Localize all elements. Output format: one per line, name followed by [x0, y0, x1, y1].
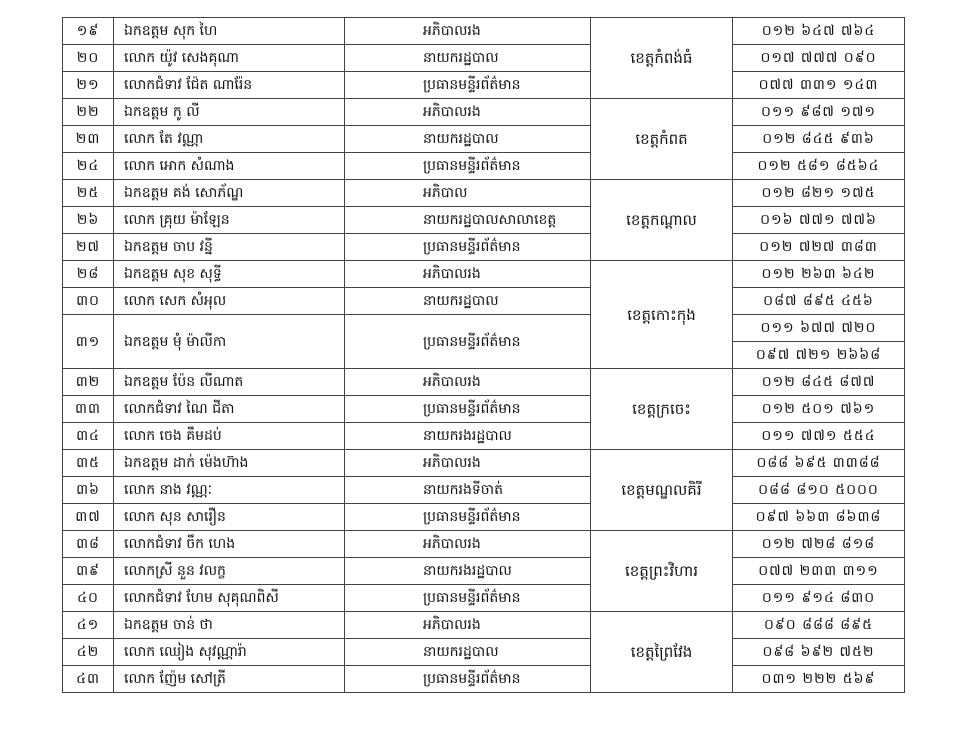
row-number: ៤១ — [63, 612, 114, 639]
table-row — [63, 207, 905, 234]
table-row — [63, 450, 905, 477]
person-name: លោក ចេង គឹមដប់ — [114, 423, 345, 450]
table-row — [63, 234, 905, 261]
phone-number — [733, 180, 905, 207]
contacts-table — [62, 17, 905, 693]
phone-line: ០១១ ៦៧៧ ៧២០ — [760, 320, 877, 336]
phone-line: ០១២ ៧២៧ ៣៨៣ — [759, 239, 878, 255]
table-row — [63, 585, 905, 612]
person-name: លោក នាង វណ្ណៈ — [114, 477, 345, 504]
person-position: អភិបាលរង — [345, 99, 591, 126]
person-position: នាយករដ្ឋបាល — [345, 45, 591, 72]
table-row — [63, 369, 905, 396]
phone-number — [733, 477, 905, 504]
phone-number — [733, 126, 905, 153]
row-number: ២៥ — [63, 180, 114, 207]
row-number: ៤២ — [63, 639, 114, 666]
person-position: អភិបាលរង — [345, 261, 591, 288]
phone-line: ០៧៧ ៣៣១ ១៤៣ — [758, 77, 879, 93]
row-number: ១៩ — [63, 18, 114, 45]
person-name: ឯកឧត្តម កូ លី — [114, 99, 345, 126]
person-name: ឯកឧត្តម សុខ សុទ្ធី — [114, 261, 345, 288]
row-number: ២២ — [63, 99, 114, 126]
phone-line: ០១២ ៨២១ ១៧៥ — [761, 185, 876, 201]
row-number: ៣១ — [63, 315, 114, 369]
person-position: អភិបាល — [345, 180, 591, 207]
row-number: ៣៨ — [63, 531, 114, 558]
phone-number — [733, 18, 905, 45]
phone-line: ០៨៧ ៨៩៥ ៤៥៦ — [763, 293, 874, 309]
person-position: ប្រធានមន្ទីរព័ត៌មាន — [345, 666, 591, 693]
row-number: ៤០ — [63, 585, 114, 612]
person-position: នាយករដ្ឋបាល — [345, 639, 591, 666]
row-number: ២៤ — [63, 153, 114, 180]
table-row — [63, 423, 905, 450]
phone-number — [733, 315, 905, 342]
person-position: នាយករងរដ្ឋបាល — [345, 423, 591, 450]
phone-line: ០៣១ ២២២ ៥៦៩ — [761, 671, 876, 687]
table-row — [63, 72, 905, 99]
phone-number — [733, 72, 905, 99]
person-name: ឯកឧត្តម មុំ ម៉ាលីកា — [114, 315, 345, 369]
table-row — [63, 99, 905, 126]
person-name: លោក ញ៉ែម សៅត្រី — [114, 666, 345, 693]
person-name: ឯកឧត្តម ចាន់ ថា — [114, 612, 345, 639]
contacts-table-body — [63, 18, 905, 693]
row-number: ៣៥ — [63, 450, 114, 477]
person-position: នាយករដ្ឋបាល — [345, 126, 591, 153]
person-name: លោកជំទាវ ណៃ ជីតា — [114, 396, 345, 423]
person-position: ប្រធានមន្ទីរព័ត៌មាន — [345, 234, 591, 261]
person-position: អភិបាលរង — [345, 531, 591, 558]
table-row — [63, 612, 905, 639]
person-name: លោក សុន សារឿន — [114, 504, 345, 531]
person-name: ឯកឧត្តម ប៉ែន លីណាត — [114, 369, 345, 396]
phone-line: ០១៦ ៧៧១ ៧៧៦ — [760, 212, 877, 228]
table-row — [63, 558, 905, 585]
row-number: ៣៩ — [63, 558, 114, 585]
person-position: នាយករងទីចាត់ — [345, 477, 591, 504]
table-row — [63, 45, 905, 72]
person-name: លោកជំទាវ ហែម សុគុណពិសី — [114, 585, 345, 612]
phone-line: ០១២ ៧២៨ ៨១៨ — [761, 536, 876, 552]
phone-number — [733, 288, 905, 315]
phone-line: ០៨៨ ៦៩៥ ៣៣៨៨ — [756, 455, 881, 471]
phone-line: ០១២ ៦៤៧ ៧៦៤ — [761, 23, 876, 39]
table-row — [63, 126, 905, 153]
table-row — [63, 666, 905, 693]
person-position: នាយករដ្ឋបាល — [345, 288, 591, 315]
person-position: ប្រធានមន្ទីរព័ត៌មាន — [345, 504, 591, 531]
person-position: នាយករដ្ឋបាលសាលាខេត្ត — [345, 207, 591, 234]
row-number: ៤៣ — [63, 666, 114, 693]
row-number: ៣៦ — [63, 477, 114, 504]
phone-number — [733, 207, 905, 234]
province-name: ខេត្តព្រះវិហារ — [591, 531, 733, 612]
person-position: ប្រធានមន្ទីរព័ត៌មាន — [345, 153, 591, 180]
person-name: ឯកឧត្តម ចាប វន្នី — [114, 234, 345, 261]
phone-line: ០១១ ៩៨៧ ១៧១ — [761, 104, 876, 120]
person-position: ប្រធានមន្ទីរព័ត៌មាន — [345, 585, 591, 612]
person-name: លោក ឈៀង សុវណ្ណារ៉ា — [114, 639, 345, 666]
row-number: ៣២ — [63, 369, 114, 396]
table-row — [63, 504, 905, 531]
phone-number — [733, 342, 905, 369]
phone-line: ០១២ ៨៤៥ ៨៧៧ — [761, 374, 876, 390]
table-row — [63, 261, 905, 288]
row-number: ២០ — [63, 45, 114, 72]
person-position: នាយករងរដ្ឋបាល — [345, 558, 591, 585]
phone-line: ០៩៧ ៧២១ ២៦៦៨ — [755, 347, 882, 363]
phone-number — [733, 639, 905, 666]
person-position: អភិបាលរង — [345, 369, 591, 396]
phone-number — [733, 99, 905, 126]
phone-line: ០១១ ៩១៤ ៨៣០ — [761, 590, 876, 606]
phone-number — [733, 585, 905, 612]
phone-line: ០៩៧ ៦៦៣ ៨៦៣៨ — [755, 509, 882, 525]
phone-line: ០១២ ៥៨១ ៨៥៦៤ — [757, 158, 880, 174]
phone-line: ០៨៨ ៨១០ ៥០០០ — [758, 482, 879, 498]
row-number: ៣៤ — [63, 423, 114, 450]
row-number: ២៦ — [63, 207, 114, 234]
person-name: លោក អោក សំណាង — [114, 153, 345, 180]
person-name: ឯកឧត្តម សុក ហៃ — [114, 18, 345, 45]
phone-number — [733, 612, 905, 639]
person-name: លោកជំទាវ ចឹក ហេង — [114, 531, 345, 558]
person-name: ឯកឧត្តម ដាក់ ម៉េងហ៊ាង — [114, 450, 345, 477]
table-row — [63, 639, 905, 666]
phone-line: ០៩០ ៨៨៨ ៨៩៥ — [763, 617, 874, 633]
person-name: លោកស្រី នួន វលក្ខ — [114, 558, 345, 585]
province-name: ខេត្តមណ្ឌលគិរី — [591, 450, 733, 531]
row-number: ២៧ — [63, 234, 114, 261]
person-position: ប្រធានមន្ទីរព័ត៌មាន — [345, 396, 591, 423]
person-name: លោក សេក សំអុល — [114, 288, 345, 315]
table-row — [63, 153, 905, 180]
person-position: អភិបាលរង — [345, 612, 591, 639]
province-name: ខេត្តកំពង់ធំ — [591, 18, 733, 99]
province-name: ខេត្តកំពត — [591, 99, 733, 180]
person-position: ប្រធានមន្ទីរព័ត៌មាន — [345, 72, 591, 99]
phone-line: ០១១ ៧៧១ ៥៥៤ — [761, 428, 876, 444]
table-row — [63, 396, 905, 423]
province-name: ខេត្តព្រៃវែង — [591, 612, 733, 693]
phone-number — [733, 153, 905, 180]
row-number: ២៣ — [63, 126, 114, 153]
phone-line: ០១៧ ៧៧៧ ០៩០ — [760, 50, 877, 66]
table-row — [63, 180, 905, 207]
phone-number — [733, 234, 905, 261]
phone-number — [733, 45, 905, 72]
phone-line: ០៧៧ ២៣៣ ៣១១ — [758, 563, 879, 579]
province-name: ខេត្តកណ្ដាល — [591, 180, 733, 261]
phone-number — [733, 558, 905, 585]
table-row — [63, 315, 905, 342]
phone-line: ០៩៨ ៦៩២ ៧៥២ — [762, 644, 875, 660]
province-name: ខេត្តកោះកុង — [591, 261, 733, 369]
person-name: លោក យ៉ូវ សេងគុណា — [114, 45, 345, 72]
row-number: ២៨ — [63, 261, 114, 288]
person-name: ឯកឧត្តម គង់ សោភ័ណ្ឌ — [114, 180, 345, 207]
row-number: ៣៣ — [63, 396, 114, 423]
phone-number — [733, 369, 905, 396]
phone-number — [733, 396, 905, 423]
table-row — [63, 288, 905, 315]
person-name: លោក គ្រុយ ម៉ាឡែន — [114, 207, 345, 234]
table-row — [63, 477, 905, 504]
table-row — [63, 531, 905, 558]
person-position: អភិបាលរង — [345, 450, 591, 477]
province-name: ខេត្តក្រចេះ — [591, 369, 733, 450]
person-position: អភិបាលរង — [345, 18, 591, 45]
row-number: ២១ — [63, 72, 114, 99]
phone-number — [733, 261, 905, 288]
row-number: ៣០ — [63, 288, 114, 315]
phone-number — [733, 423, 905, 450]
person-position: ប្រធានមន្ទីរព័ត៌មាន — [345, 315, 591, 369]
phone-number — [733, 504, 905, 531]
phone-line: ០១២ ៥០១ ៧៦១ — [761, 401, 876, 417]
phone-number — [733, 666, 905, 693]
phone-number — [733, 531, 905, 558]
phone-line: ០១២ ៨៤៥ ៩៣៦ — [762, 131, 875, 147]
person-name: លោកជំទាវ ជ៉ែត ណារ៉ែន — [114, 72, 345, 99]
phone-line: ០១២ ២៦៣ ៦៤២ — [761, 266, 876, 282]
row-number: ៣៧ — [63, 504, 114, 531]
table-row — [63, 18, 905, 45]
phone-number — [733, 450, 905, 477]
person-name: លោក តែ វណ្ណា — [114, 126, 345, 153]
